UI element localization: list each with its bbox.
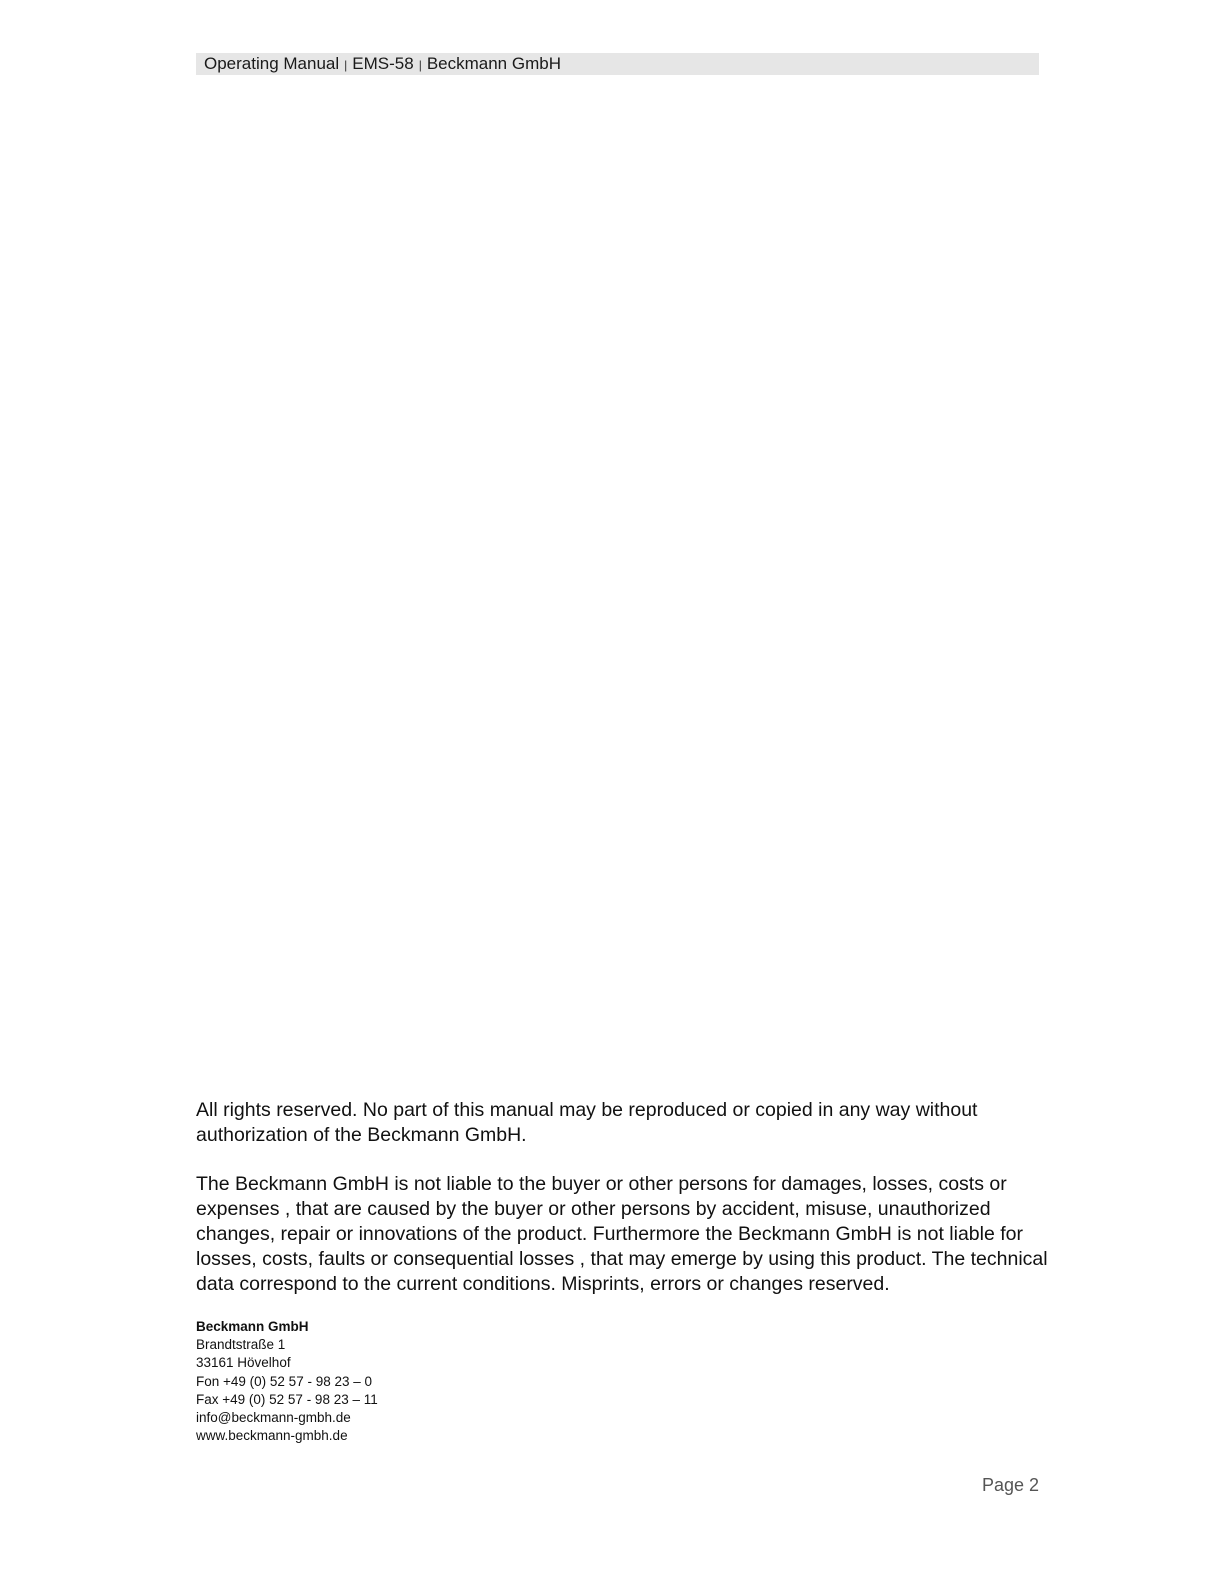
address-fax: Fax +49 (0) 52 57 - 98 23 – 11 bbox=[196, 1391, 378, 1407]
company-address bbox=[196, 1318, 378, 1445]
header-document-type: Operating Manual bbox=[204, 54, 340, 73]
rights-notice bbox=[196, 1098, 1056, 1148]
address-company: Beckmann GmbH bbox=[196, 1319, 309, 1334]
liability-line: changes, repair or innovations of the product. Furthermore the Beckmann GmbH is not liable for bbox=[196, 1223, 1023, 1245]
header-company: Beckmann GmbH bbox=[426, 54, 561, 73]
address-street: Brandtstraße 1 bbox=[196, 1337, 286, 1353]
address-phone: Fon +49 (0) 52 57 - 98 23 – 0 bbox=[196, 1373, 372, 1389]
liability-line: expenses , that are caused by the buyer or other persons by accident, misuse, unauthorized bbox=[196, 1198, 991, 1220]
address-email: info@beckmann-gmbh.de bbox=[196, 1410, 351, 1426]
rights-line: All rights reserved. No part of this manual may be reproduced or copied in any way without bbox=[196, 1099, 978, 1121]
header-separator: | bbox=[344, 58, 348, 72]
header-model: EMS-58 bbox=[352, 54, 414, 73]
address-city: 33161 Hövelhof bbox=[196, 1355, 291, 1371]
liability-notice bbox=[196, 1172, 1056, 1297]
page-number: Page 2 bbox=[981, 1475, 1039, 1495]
header-separator: | bbox=[418, 58, 422, 72]
address-website: www.beckmann-gmbh.de bbox=[196, 1428, 348, 1444]
rights-line: authorization of the Beckmann GmbH. bbox=[196, 1124, 527, 1146]
running-header bbox=[196, 53, 1039, 75]
liability-line: losses, costs, faults or consequential losses , that may emerge by using this product. The technical bbox=[196, 1248, 1048, 1270]
liability-line: The Beckmann GmbH is not liable to the buyer or other persons for damages, losses, costs or bbox=[196, 1173, 1007, 1195]
liability-line: data correspond to the current conditions. Misprints, errors or changes reserved. bbox=[196, 1273, 890, 1295]
